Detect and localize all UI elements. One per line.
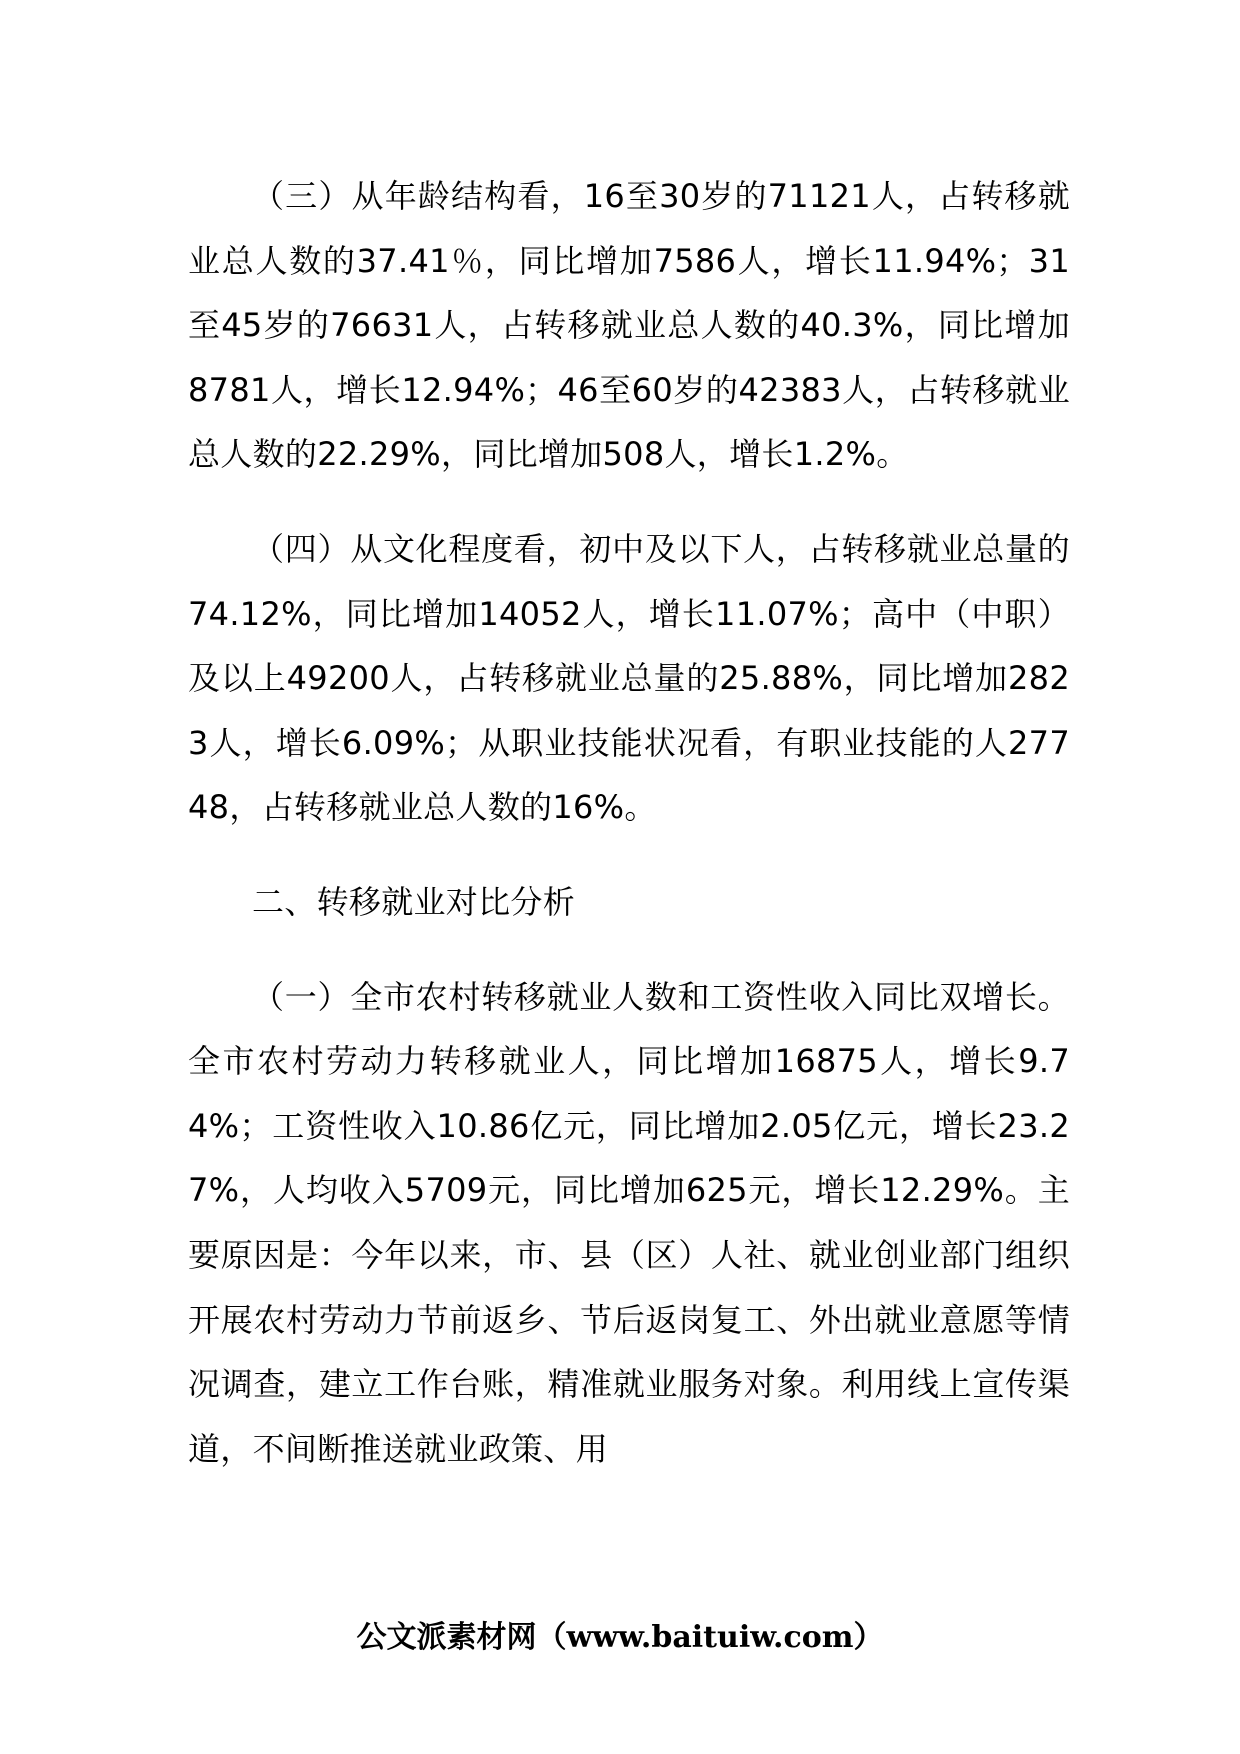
paragraph-education-level: （四）从文化程度看，初中及以下人，占转移就业总量的74.12%，同比增加14052人，增长11.07%；高中（中职）及以上49200人，占转移就业总量的25.88%，同比增加2823人，增长6.09%；从职业技能状况看，有职业技能的人27748，占转移就业总人数的16%。 [188,529,1070,827]
paragraph-employment-income-growth: （一）全市农村转移就业人数和工资性收入同比双增长。全市农村劳动力转移就业人，同比增加16875人，增长9.74%；工资性收入10.86亿元，同比增加2.05亿元，增长23.27%，人均收入5709元，同比增加625元，增长12.29%。主要原因是：今年以来，市、县（区）人社、就业创业部门组织开展农村劳动力节前返乡、节后返岗复工、外出就业意愿等情况调查，建立工作台账，精准就业服务对象。利用线上宣传渠道，不间断推送就业政策、用 [188,977,1070,1468]
paragraph-age-structure: （三）从年龄结构看，16至30岁的71121人，占转移就业总人数的37.41％，同比增加7586人，增长11.94%；31至45岁的76631人，占转移就业总人数的40.3%，同比增加8781人，增长12.94%；46至60岁的42383人，占转移就业总人数的22.29%，同比增加508人，增长1.2%。 [188,177,1070,474]
section-heading-comparison: 二、转移就业对比分析 [252,882,576,921]
document-body [188,164,1070,1481]
footer-watermark: 公文派素材网（www.baituiw.com） [356,1620,884,1655]
